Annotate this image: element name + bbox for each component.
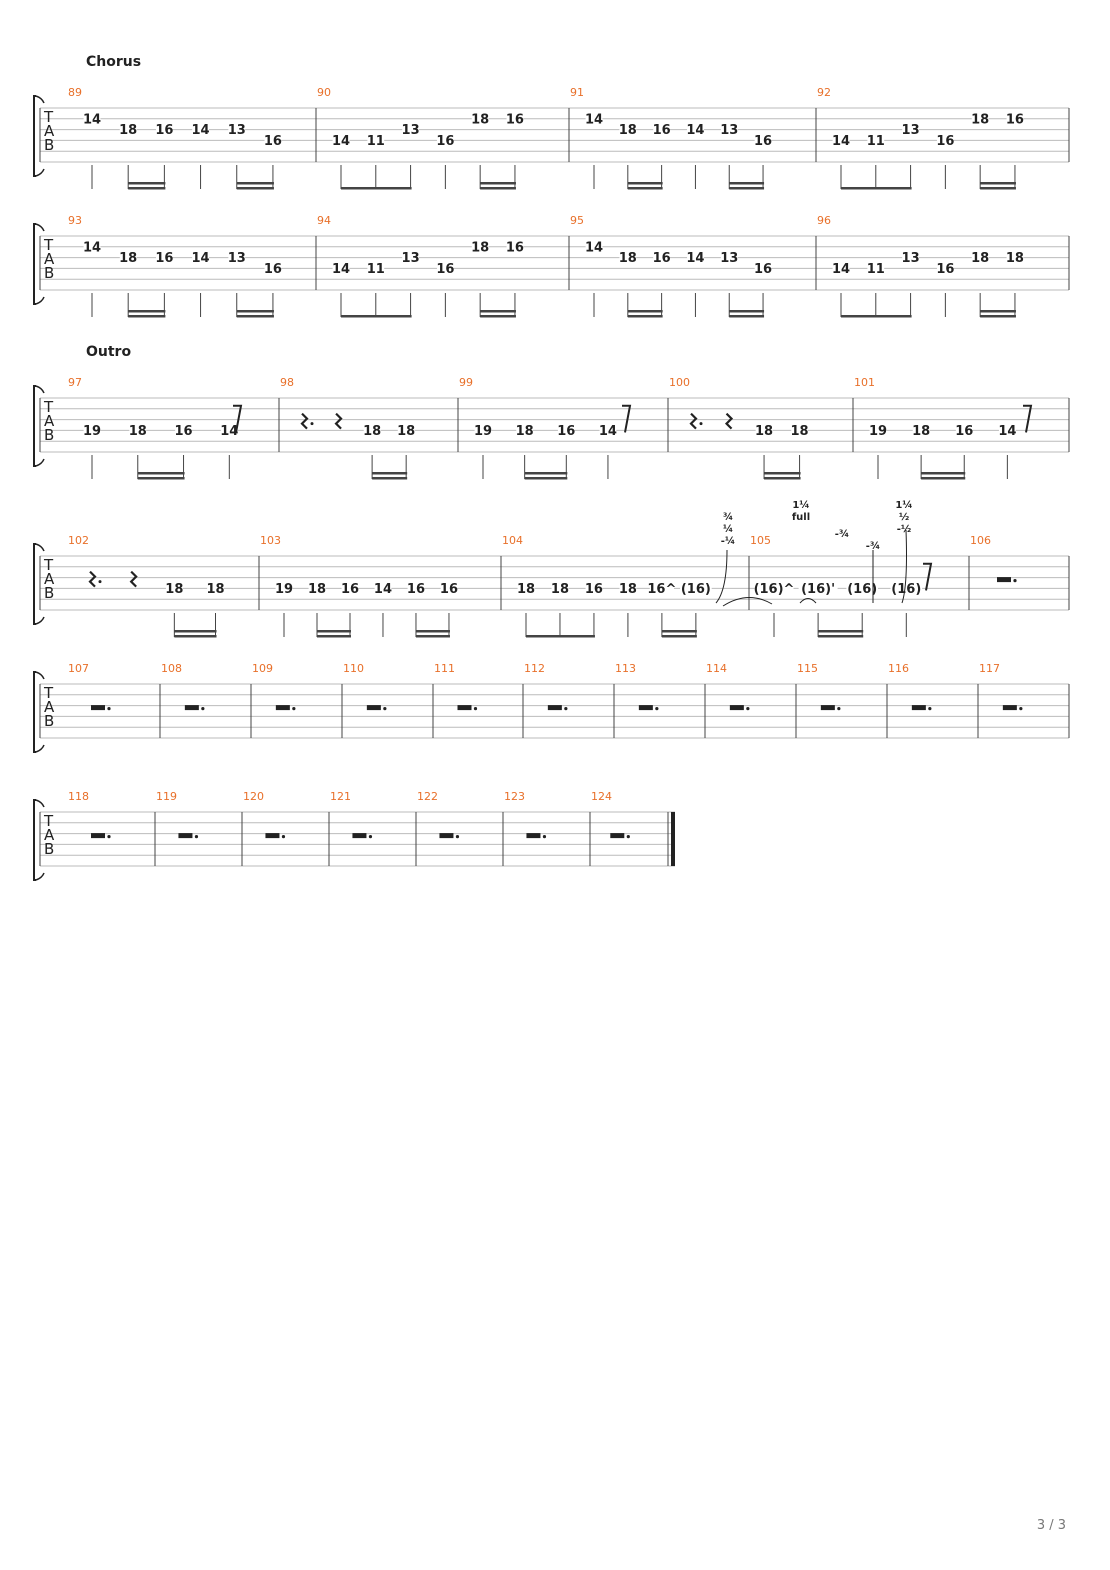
measure-number: 99 [459,376,473,389]
beam [174,635,216,638]
fret-number: 13 [227,251,246,267]
dotted-quarter-rest [90,572,95,587]
rest-dot [474,707,477,710]
fret-number: 18 [119,251,138,267]
rest-dot [543,835,546,838]
tab-clef-letter: B [44,584,55,602]
fret-number: 18 [516,581,536,597]
beam [237,187,274,190]
beam [818,635,863,638]
half-rest [352,833,366,838]
beam-secondary [980,182,1016,185]
measure-number: 114 [706,662,727,675]
measure-number: 106 [970,534,991,547]
bracket-hook-bottom [36,459,44,466]
tab-clef-letter: T [44,684,54,702]
fret-number: 14 [191,251,210,267]
rest-dot [201,707,204,710]
rest-dot [107,835,110,838]
beam-secondary [628,182,663,185]
fret-number: 18 [618,123,637,139]
page-number: 3 / 3 [1036,1518,1066,1533]
fret-number: 18 [397,423,416,439]
measure-number: 98 [280,376,294,389]
half-rest [997,577,1011,582]
measure-number: 119 [156,790,177,803]
fret-number: (16) [680,581,711,597]
measure-number: 109 [252,662,273,675]
fret-number: 13 [720,251,739,267]
measure-number: 124 [591,790,612,803]
half-rest [91,833,105,838]
measure-number: 103 [260,534,281,547]
bracket-hook-bottom [36,873,44,880]
fret-number: 14 [220,423,239,439]
fret-number: 16 [505,112,524,128]
beam-secondary [237,182,274,185]
rest-dot [292,707,295,710]
fret-number: 18 [755,423,774,439]
fret-number: 16 [505,240,524,256]
fret-number: 18 [971,251,990,267]
half-rest [610,833,624,838]
beam [628,187,663,190]
fret-number: 18 [206,581,225,597]
bracket-hook-bottom [36,297,44,304]
rest-dot [456,835,459,838]
tab-clef-letter: T [44,556,54,574]
fret-number: 11 [366,261,385,277]
bend-curve [716,550,727,603]
beam [729,315,764,318]
fret-number: 13 [227,123,246,139]
fret-number: 16 [263,261,282,277]
bend-label-e: ½ [898,512,910,523]
fret-number: 18 [165,581,184,597]
quarter-rest [727,414,732,429]
beam [317,635,351,638]
beam-secondary [138,472,185,475]
system-bracket [34,96,36,176]
fret-number: 13 [901,123,920,139]
half-rest [548,705,562,710]
quarter-rest [131,572,136,587]
tab-clef-letter: B [44,712,55,730]
tab-clef-letter: A [44,412,55,430]
measure-number: 121 [330,790,351,803]
beam-secondary [237,310,274,313]
fret-number: 16 [652,251,671,267]
fret-number: 16 [584,581,603,597]
bracket-hook-bottom [36,745,44,752]
rest-dot [746,707,749,710]
measure-number: 104 [502,534,523,547]
fret-number: 18 [790,423,809,439]
measure-number: 116 [888,662,909,675]
fret-number: 16 [652,123,671,139]
tab-clef-letter: B [44,136,55,154]
rest-dot [1013,579,1016,582]
beam-secondary [662,630,697,633]
quarter-rest [336,414,341,429]
tab-clef-letter: B [44,426,55,444]
fret-number: 14 [831,261,851,277]
half-rest [367,705,381,710]
measure-number: 105 [750,534,771,547]
fret-number: (16) [847,581,878,597]
tab-clef-letter: A [44,250,55,268]
bracket-hook-top [36,544,44,551]
fret-number: 14 [598,423,617,439]
fret-number: 16 [406,581,426,597]
half-rest [439,833,453,838]
bracket-hook-top [36,224,44,231]
half-rest [1003,705,1017,710]
system-bracket [34,672,36,752]
tab-clef-letter: B [44,264,55,282]
measure-number: 112 [524,662,545,675]
fret-number: 14 [331,261,351,277]
measure-number: 93 [68,214,82,227]
rest-dot [700,422,703,425]
measure-number: 108 [161,662,182,675]
fret-number: 18 [912,423,931,439]
rest-dot [383,707,386,710]
half-rest [912,705,926,710]
fret-number: (16)^ [753,581,795,597]
rest-dot [311,422,314,425]
fret-number: 16 [1005,112,1024,128]
fret-number: (16)' [801,581,836,597]
fret-number: (16) [891,581,922,597]
measure-number: 123 [504,790,525,803]
beam [128,187,165,190]
measure-number: 122 [417,790,438,803]
fret-number: 11 [866,261,885,277]
beam [841,187,912,190]
tab-clef-letter: A [44,826,55,844]
beam-secondary [480,182,516,185]
fret-number: 14 [686,251,705,267]
fret-number: 11 [366,133,385,149]
measure-number: 94 [317,214,331,227]
fret-number: 14 [373,581,393,597]
rest-dot [195,835,198,838]
beam [480,187,516,190]
fret-number: 13 [401,123,420,139]
fret-number: 14 [584,240,604,256]
bend-label-a: ¼ [722,524,734,535]
dotted-quarter-rest [691,414,696,429]
beam [980,315,1016,318]
fret-number: 18 [119,123,138,139]
beam-secondary [317,630,351,633]
beam-secondary [729,310,764,313]
system-bracket [34,544,36,624]
measure-number: 92 [817,86,831,99]
beam [628,315,663,318]
rest-dot [107,707,110,710]
measure-number: 89 [68,86,82,99]
rest-dot [928,707,931,710]
rest-dot [1019,707,1022,710]
fret-number: 16 [340,581,360,597]
beam [764,477,801,480]
fret-number: 18 [471,240,490,256]
section-label-outro: Outro [86,344,132,360]
beam-secondary [818,630,863,633]
beam-secondary [128,310,165,313]
half-rest [526,833,540,838]
bracket-hook-top [36,800,44,807]
measure-number: 110 [343,662,364,675]
tab-clef-letter: A [44,698,55,716]
rest-dot [369,835,372,838]
fret-number: 14 [331,133,351,149]
measure-number: 118 [68,790,89,803]
fret-number: 16 [754,261,773,277]
fret-number: 16 [174,423,193,439]
beam-secondary [628,310,663,313]
bend-label-e: -½ [896,524,912,535]
measure-number: 96 [817,214,831,227]
fret-number: 16 [754,133,773,149]
measure-number: 115 [797,662,818,675]
eighth-rest-shape [1023,406,1031,433]
fret-number: 16 [436,261,455,277]
fret-number: 18 [618,581,637,597]
beam [138,477,185,480]
fret-number: 14 [584,112,604,128]
fret-number: 16 [936,133,955,149]
bend-label-a: ¾ [722,512,734,523]
bend-label-e: 1¼ [895,500,913,511]
rest-dot [282,835,285,838]
tab-clef-letter: B [44,840,55,858]
beam [841,315,912,318]
fret-number: 16 [436,133,455,149]
fret-number: 18 [307,581,327,597]
measure-number: 100 [669,376,690,389]
half-rest [639,705,653,710]
measure-number: 107 [68,662,89,675]
beam-secondary [525,472,568,475]
half-rest [458,705,472,710]
fret-number: 16^ [647,581,677,597]
tab-clef-letter: T [44,108,54,126]
beam [525,477,568,480]
rest-dot [837,707,840,710]
system-bracket [34,386,36,466]
fret-number: 18 [971,112,990,128]
fret-number: 16 [155,123,174,139]
half-rest [91,705,105,710]
fret-number: 18 [550,581,570,597]
beam [480,315,516,318]
beam [372,477,407,480]
half-rest [185,705,199,710]
fret-number: 14 [191,123,210,139]
fret-number: 13 [401,251,420,267]
tab-clef-letter: T [44,236,54,254]
half-rest [821,705,835,710]
fret-number: 18 [128,423,147,439]
fret-number: 18 [618,251,637,267]
section-label-chorus: Chorus [86,54,142,70]
bend-label-b: 1¼ [792,500,810,511]
beam [128,315,165,318]
fret-number: 16 [936,261,955,277]
fret-number: 14 [998,423,1017,439]
fret-number: 13 [901,251,920,267]
fret-number: 14 [686,123,705,139]
fret-number: 16 [955,423,974,439]
rest-dot [99,580,102,583]
beam [341,315,412,318]
fret-number: 19 [274,581,294,597]
half-rest [265,833,279,838]
beam-secondary [480,310,516,313]
bend-label-a: -¼ [720,536,736,547]
rest-dot [627,835,630,838]
beam [341,187,412,190]
measure-number: 102 [68,534,89,547]
bracket-hook-bottom [36,169,44,176]
beam-secondary [980,310,1016,313]
fret-number: 13 [720,123,739,139]
measure-number: 117 [979,662,1000,675]
beam [980,187,1016,190]
half-rest [276,705,290,710]
beam-secondary [128,182,165,185]
fret-number: 14 [82,240,102,256]
beam [921,477,965,480]
measure-number: 91 [570,86,584,99]
beam-secondary [372,472,407,475]
fret-number: 19 [473,423,493,439]
beam [662,635,697,638]
half-rest [178,833,192,838]
fret-number: 18 [515,423,534,439]
measure-number: 90 [317,86,331,99]
beam-secondary [416,630,450,633]
beam-secondary [921,472,965,475]
beam-secondary [764,472,801,475]
fret-number: 14 [82,112,102,128]
tab-clef-letter: A [44,122,55,140]
beam-secondary [729,182,764,185]
rest-dot [655,707,658,710]
bracket-hook-top [36,672,44,679]
bracket-hook-bottom [36,617,44,624]
fret-number: 11 [866,133,885,149]
bend-label-d: -¾ [865,541,881,552]
fret-number: 19 [82,423,102,439]
measure-number: 113 [615,662,636,675]
measure-number: 95 [570,214,584,227]
bracket-hook-top [36,386,44,393]
fret-number: 18 [1005,251,1024,267]
fret-number: 16 [155,251,174,267]
beam [729,187,764,190]
measure-number: 101 [854,376,875,389]
final-barline [671,812,675,866]
tab-clef-letter: T [44,398,54,416]
fret-number: 18 [363,423,382,439]
fret-number: 16 [557,423,576,439]
fret-number: 19 [868,423,888,439]
dotted-quarter-rest [302,414,307,429]
beam-secondary [174,630,216,633]
bend-label-c: -¾ [834,529,850,540]
fret-number: 16 [439,581,459,597]
bend-label-b: full [791,512,811,523]
tab-clef-letter: T [44,812,54,830]
rest-dot [564,707,567,710]
eighth-rest-shape [622,406,630,433]
fret-number: 14 [831,133,851,149]
half-rest [730,705,744,710]
system-bracket [34,224,36,304]
system-bracket [34,800,36,880]
measure-number: 111 [434,662,455,675]
measure-number: 120 [243,790,264,803]
beam [526,635,595,638]
fret-number: 16 [263,133,282,149]
measure-number: 97 [68,376,82,389]
beam [416,635,450,638]
bracket-hook-top [36,96,44,103]
beam [237,315,274,318]
tab-clef-letter: A [44,570,55,588]
fret-number: 18 [471,112,490,128]
